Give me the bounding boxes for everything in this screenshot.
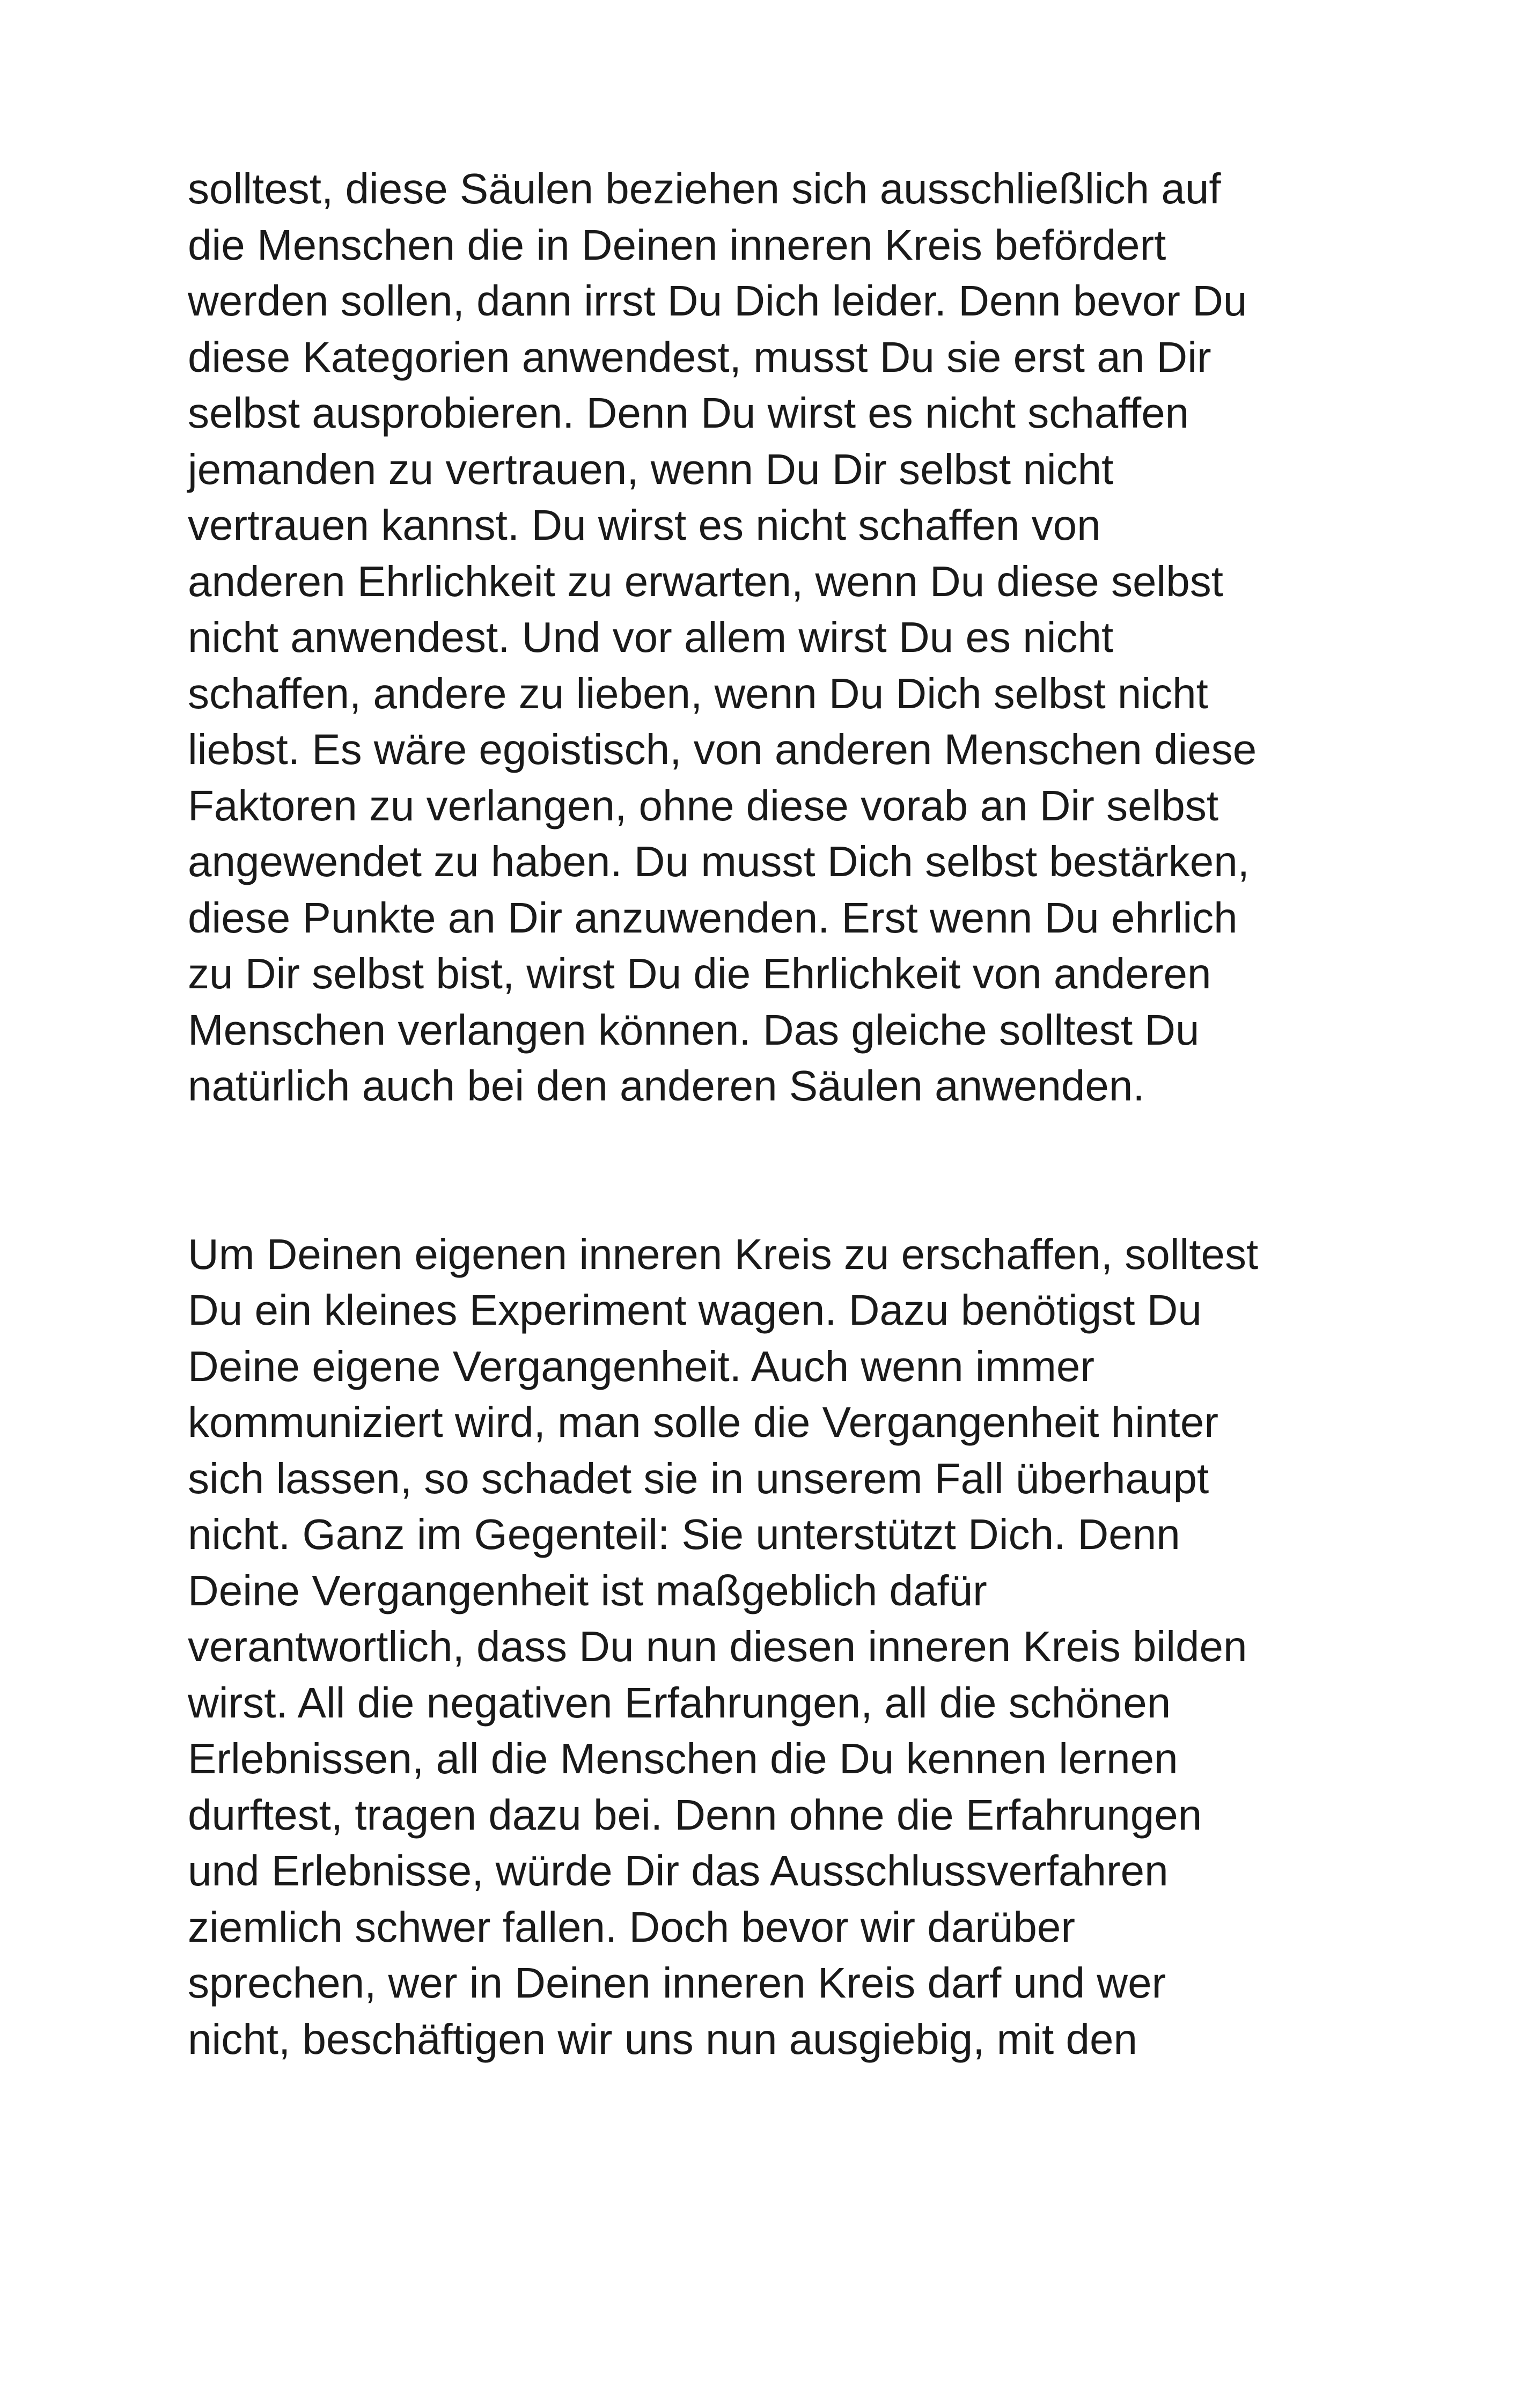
text-line: anderen Ehrlichkeit zu erwarten, wenn Du diese selbst	[188, 557, 1223, 605]
text-line: verantwortlich, dass Du nun diesen inneren Kreis bilden	[188, 1623, 1247, 1670]
text-line: nicht, beschäftigen wir uns nun ausgiebig, mit den	[188, 2015, 1137, 2063]
text-line: sprechen, wer in Deinen inneren Kreis darf und wer	[188, 1959, 1166, 2007]
text-line: Menschen verlangen können. Das gleiche solltest Du	[188, 1005, 1200, 1054]
text-line: Deine Vergangenheit ist maßgeblich dafür	[188, 1566, 987, 1614]
text-line: sich lassen, so schadet sie in unserem Fall überhaupt	[188, 1454, 1209, 1502]
text-line: Du ein kleines Experiment wagen. Dazu benötigst Du	[188, 1286, 1202, 1334]
text-line: Um Deinen eigenen inneren Kreis zu erschaffen, solltest	[188, 1230, 1259, 1278]
text-line: Faktoren zu verlangen, ohne diese vorab an Dir selbst	[188, 781, 1219, 829]
text-line: wirst. All die negativen Erfahrungen, all die schönen	[188, 1678, 1171, 1727]
text-line: natürlich auch bei den anderen Säulen anwenden.	[188, 1062, 1145, 1110]
text-line: selbst ausprobieren. Denn Du wirst es nicht schaffen	[188, 389, 1189, 437]
text-line: solltest, diese Säulen beziehen sich ausschließlich auf	[188, 165, 1221, 212]
text-line: vertrauen kannst. Du wirst es nicht schaffen von	[188, 501, 1101, 549]
text-line: ziemlich schwer fallen. Doch bevor wir darüber	[188, 1903, 1075, 1951]
text-line: jemanden zu vertrauen, wenn Du Dir selbst nicht	[188, 445, 1114, 493]
text-line: und Erlebnisse, würde Dir das Ausschlussverfahren	[188, 1847, 1169, 1895]
paragraph-2	[188, 1227, 1341, 2068]
text-line: nicht anwendest. Und vor allem wirst Du es nicht	[188, 613, 1114, 661]
text-line: die Menschen die in Deinen inneren Kreis befördert	[188, 221, 1166, 269]
text-line: Erlebnissen, all die Menschen die Du kennen lernen	[188, 1735, 1178, 1782]
paragraph-spacer	[188, 1114, 1341, 1227]
text-line: kommuniziert wird, man solle die Vergangenheit hinter	[188, 1398, 1218, 1446]
text-line: angewendet zu haben. Du musst Dich selbst bestärken,	[188, 838, 1250, 885]
text-line: zu Dir selbst bist, wirst Du die Ehrlichkeit von anderen	[188, 950, 1211, 997]
text-line: werden sollen, dann irrst Du Dich leider. Denn bevor Du	[188, 277, 1247, 325]
text-line: durftest, tragen dazu bei. Denn ohne die Erfahrungen	[188, 1790, 1202, 1839]
body-text	[188, 161, 1341, 2067]
paragraph-1	[188, 161, 1341, 1114]
text-line: Deine eigene Vergangenheit. Auch wenn immer	[188, 1342, 1094, 1390]
text-line: liebst. Es wäre egoistisch, von anderen Menschen diese	[188, 725, 1257, 773]
text-line: nicht. Ganz im Gegenteil: Sie unterstützt Dich. Denn	[188, 1510, 1180, 1558]
text-line: schaffen, andere zu lieben, wenn Du Dich selbst nicht	[188, 669, 1208, 717]
text-line: diese Punkte an Dir anzuwenden. Erst wenn Du ehrlich	[188, 893, 1238, 942]
text-line: diese Kategorien anwendest, musst Du sie erst an Dir	[188, 333, 1211, 381]
